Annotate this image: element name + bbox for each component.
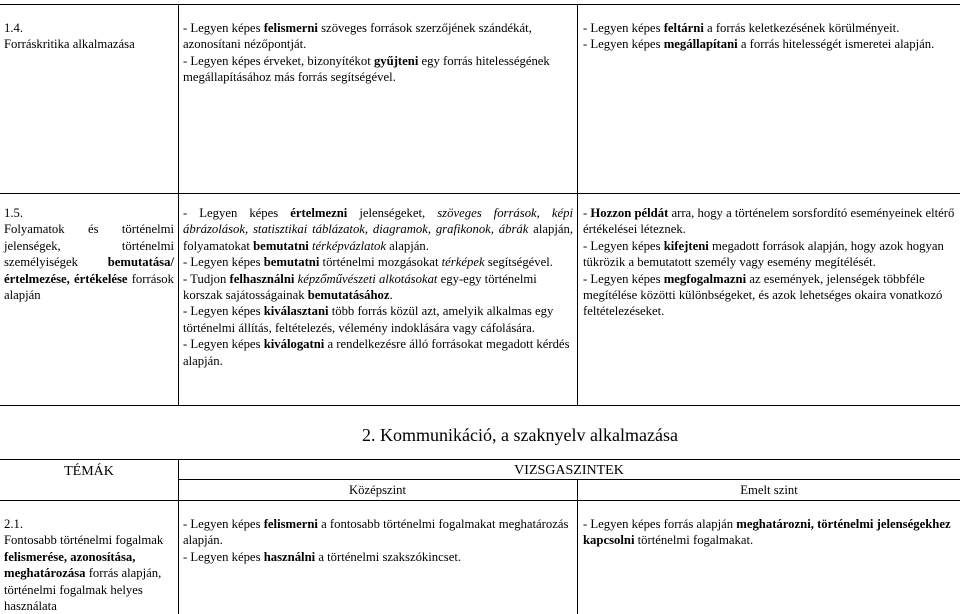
mid-cell-1-5 bbox=[183, 205, 573, 369]
table1-row-divider bbox=[0, 193, 960, 194]
topic-cell-2-1 bbox=[4, 516, 174, 614]
requirement-line: - Legyen képes feltárni a forrás keletkezésének körülményeit. bbox=[583, 21, 900, 35]
requirement-line: - Hozzon példát arra, hogy a történelem sorsfordító eseményeinek eltérő értékelései léteznek. bbox=[583, 206, 955, 237]
topic-number: 1.5. bbox=[4, 206, 24, 220]
table2-top-border bbox=[0, 459, 960, 460]
requirement-line: - Legyen képes érveket, bizonyítékot gyűjteni egy forrás hitelességének megállapításához más forrás segítségével. bbox=[183, 53, 550, 85]
header-emelt-szint: Emelt szint bbox=[740, 483, 798, 497]
right-cell-1-5 bbox=[583, 205, 955, 320]
right-cell-1-4 bbox=[583, 20, 955, 53]
table1-col-divider-2 bbox=[577, 4, 578, 406]
mid-cell-2-1 bbox=[183, 516, 573, 565]
requirement-line: - Legyen képes forrás alapján meghatározni, történelmi jelenségekhez kapcsolni történelmi fogalmakat. bbox=[583, 517, 951, 548]
table2-subheader-divider bbox=[178, 479, 960, 480]
table1-top-border bbox=[0, 4, 960, 5]
table1-col-divider-1 bbox=[178, 4, 179, 406]
requirement-line: - Tudjon felhasználni képzőművészeti alkotásokat egy-egy történelmi korszak sajátosságainak bemutatásához. bbox=[183, 271, 537, 303]
table1-bottom-border bbox=[0, 405, 960, 406]
mid-cell-1-4 bbox=[183, 20, 573, 86]
topic-number: 2.1. bbox=[4, 517, 24, 531]
topic-cell-1-4 bbox=[4, 20, 174, 53]
requirement-line: - Legyen képes kiválasztani több forrás közül azt, amelyik alkalmas egy történelmi állítás, feltételezés, vélemény indoklására vagy cáfolására. bbox=[183, 304, 554, 335]
requirement-line: - Legyen képes értelmezni jelenségeket, szöveges források, képi ábrázolások, statisztikai táblázatok, diagramok, grafikonok, ábrák alapján, folyamatokat bemutatni térképvázlatok alapján. bbox=[183, 206, 574, 253]
requirement-line: - Legyen képes kiválogatni a rendelkezésre álló forrásokat megadott kérdés alapján. bbox=[183, 337, 570, 368]
header-vizsgaszintek: VIZSGASZINTEK bbox=[514, 463, 624, 478]
requirement-line: - Legyen képes bemutatni történelmi mozgásokat térképek segítségével. bbox=[183, 255, 553, 270]
requirement-line: - Legyen képes használni a történelmi szakszókincset. bbox=[183, 549, 462, 564]
requirement-line: - Legyen képes megfogalmazni az események, jelenségek többféle megítélése közötti különbségeket, és azok lehetséges okaira vonatkozó feltételezéseket. bbox=[583, 271, 943, 319]
requirement-line: - Legyen képes megállapítani a forrás hitelességét ismeretei alapján. bbox=[583, 37, 935, 52]
table2-col-divider-2 bbox=[577, 479, 578, 614]
table2-header-bottom bbox=[0, 500, 960, 501]
requirement-line: - Legyen képes felismerni szöveges források szerzőjének szándékát, azonosítani nézőpontját. bbox=[183, 21, 532, 52]
topic-title: Forráskritika alkalmazása bbox=[4, 37, 135, 52]
requirement-line: - Legyen képes kifejteni megadott források alapján, hogy azok hogyan tükrözik a bemutatott személy vagy esemény megítélését. bbox=[583, 238, 944, 270]
topic-title: Folyamatok és történelmi jelenségek, történelmi személyiségek bemutatása/értelmezése, értékelése források alapján bbox=[4, 222, 174, 303]
header-kozepszint: Középszint bbox=[348, 483, 407, 497]
topic-number: 1.4. bbox=[4, 21, 24, 35]
requirement-line: - Legyen képes felismerni a fontosabb történelmi fogalmakat meghatározás alapján. bbox=[183, 517, 569, 548]
section-title: 2. Kommunikáció, a szaknyelv alkalmazása bbox=[362, 425, 678, 445]
topic-cell-1-5 bbox=[4, 205, 174, 303]
topic-title: Fontosabb történelmi fogalmak felismerése, azonosítása, meghatározása forrás alapján, történelmi fogalmak helyes használata bbox=[4, 533, 164, 614]
right-cell-2-1 bbox=[583, 516, 955, 549]
header-temak: TÉMÁK bbox=[64, 464, 114, 479]
